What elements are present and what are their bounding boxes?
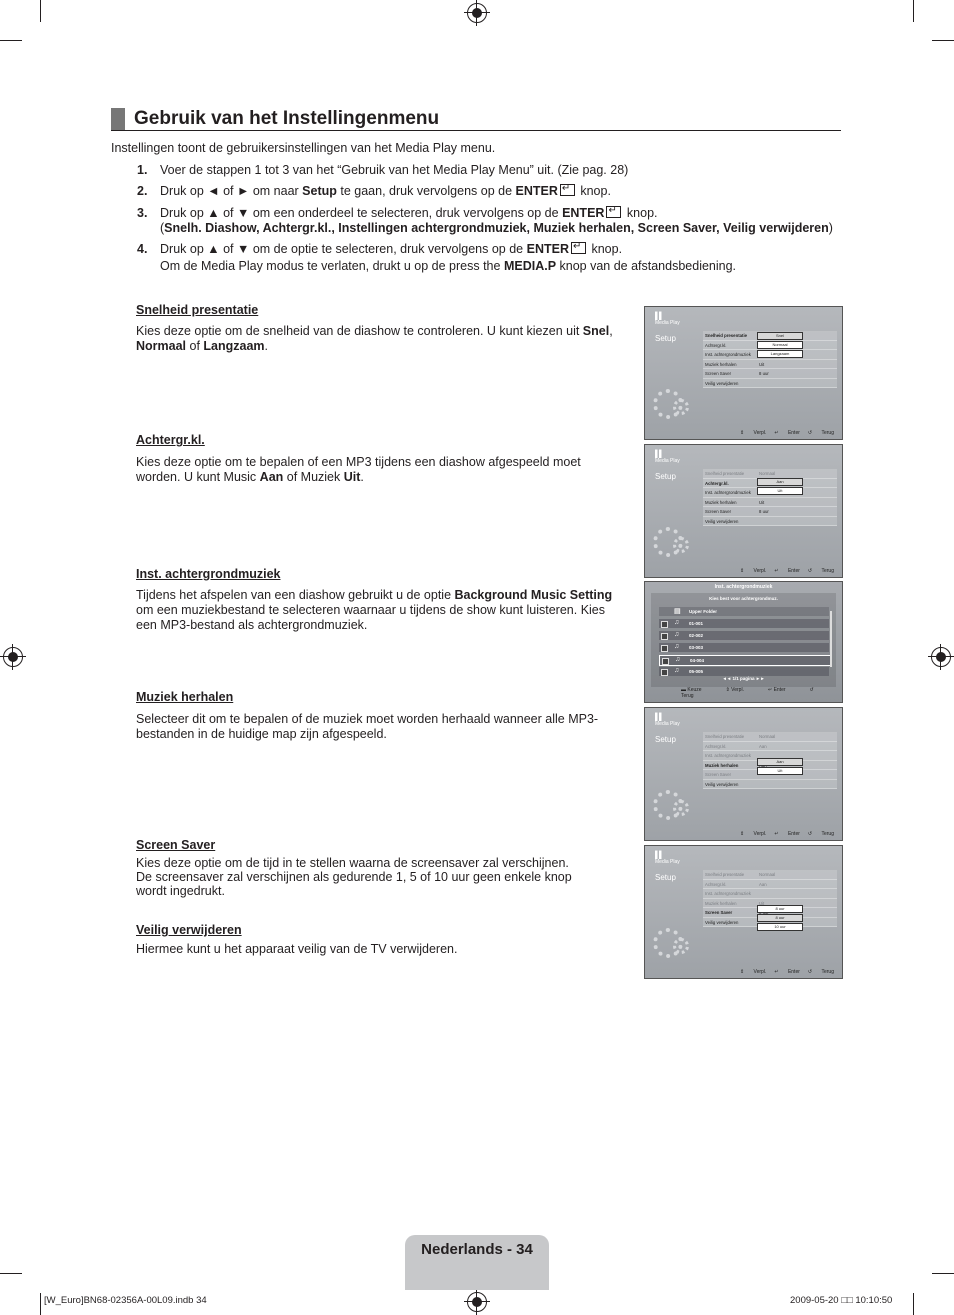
menu-row[interactable]: Snelheid presentatie Normaal [703, 469, 837, 479]
gear-icon [673, 800, 689, 816]
option-list [757, 905, 803, 932]
crop-mark [0, 1273, 22, 1274]
title-rule [111, 130, 841, 131]
music-item[interactable]: ♫ 02-002 [659, 631, 829, 640]
menu-row[interactable]: Snelheid presentatie Normaal [703, 732, 837, 742]
folder-icon: ▤ [674, 608, 681, 615]
menu-row[interactable]: Veilig verwijderen [703, 517, 837, 527]
music-note-icon: ♫ [674, 667, 680, 674]
section-text-achtergr: Kies deze optie om te bepalen of een MP3 tijdens een diashow afgespeeld moet worden. U kunt Music Aan of Muziek Uit. [136, 455, 581, 484]
menu-row[interactable]: Achtergr.kl. Aan [703, 742, 837, 752]
music-list-panel [651, 593, 836, 687]
tv-screen-achtergr [644, 444, 843, 578]
step-number: 2. [137, 184, 148, 198]
music-note-icon: ♫ [674, 631, 680, 638]
gear-icon [673, 399, 689, 415]
imprint-timestamp: 2009-05-20 □□ 10:10:50 [790, 1295, 893, 1306]
screen-footer: ⇕ Verpl. ↵ Enter ↺ Terug [739, 831, 834, 837]
step-text: Druk op ◄ of ► om naar Setup te gaan, druk vervolgens op de ENTER↵ knop. [160, 184, 860, 199]
setup-label: Setup [655, 334, 676, 343]
checkbox[interactable] [661, 669, 668, 676]
step-text: Voer de stappen 1 tot 3 van het “Gebruik van het Media Play Menu” uit. (Zie pag. 28) [160, 163, 629, 177]
option-item[interactable]: Snel [757, 332, 803, 340]
crop-mark [913, 0, 914, 22]
music-item[interactable]: ♫ 04-004 [659, 655, 831, 666]
step-number: 1. [137, 163, 148, 177]
menu-row[interactable]: Screen Saver 8 uur [703, 369, 837, 379]
section-heading-veilig: Veilig verwijderen [136, 923, 242, 937]
music-item[interactable]: ♫ 05-005 [659, 667, 829, 676]
step-number: 3. [137, 206, 148, 220]
crop-mark [0, 40, 22, 41]
menu-row[interactable]: Muziek herhalen Uit [703, 498, 837, 508]
tv-screen-snelheid [644, 306, 843, 440]
menu-row[interactable]: Snelheid presentatie [703, 331, 837, 341]
menu-row[interactable]: Inst. achtergrondmuziek [703, 488, 837, 498]
option-item[interactable]: 8 uur [757, 914, 803, 922]
option-item[interactable]: Aan [757, 478, 803, 486]
tv-screen-screensaver [644, 845, 843, 979]
menu-row[interactable]: Muziek herhalen [703, 761, 837, 771]
option-item[interactable]: Langzaam [757, 350, 803, 358]
menu-row[interactable]: Achtergr.kl. [703, 341, 837, 351]
option-list [757, 758, 803, 776]
registration-mark-icon [3, 647, 23, 667]
setup-label: Setup [655, 873, 676, 882]
media-play-logo: ▌▌ Media Play [655, 313, 680, 326]
screen-footer: ⇕ Verpl. ↵ Enter ↺ Terug [739, 568, 834, 574]
section-heading-snelheid: Snelheid presentatie [136, 303, 259, 317]
section-text-veilig: Hiermee kunt u het apparaat veilig van de TV verwijderen. [136, 942, 458, 956]
screen-footer: ▬ Keuze ⇕ Verpl. ↵ Enter ↺ Terug [681, 687, 814, 699]
enter-icon [606, 206, 621, 218]
section-heading-screensaver: Screen Saver [136, 838, 216, 852]
menu-row[interactable]: Veilig verwijderen [703, 379, 837, 389]
menu-row[interactable]: Veilig verwijderen [703, 780, 837, 790]
menu-row[interactable]: Veilig verwijderen [703, 918, 837, 928]
section-heading-achtergr: Achtergr.kl. [136, 433, 205, 447]
menu-row[interactable]: Screen Saver [703, 908, 837, 918]
checkbox[interactable] [661, 621, 668, 628]
music-item[interactable]: ♫ 01-001 [659, 619, 829, 628]
crop-mark [40, 0, 41, 22]
menu-row[interactable]: Muziek herhalen Uit [703, 360, 837, 370]
menu-row[interactable]: Achtergr.kl. [703, 479, 837, 489]
option-item[interactable]: Uit [757, 487, 803, 495]
screen-footer: ⇕ Verpl. ↵ Enter ↺ Terug [739, 969, 834, 975]
gear-icon [673, 537, 689, 553]
registration-mark-icon [931, 647, 951, 667]
option-item[interactable]: 8 uur [757, 905, 803, 913]
menu-row[interactable]: Screen Saver 8 uur [703, 507, 837, 517]
step-text: Druk op ▲ of ▼ om een onderdeel te selecteren, druk vervolgens op de ENTER↵ knop. (Snelh. Diashow, Achtergr.kl., Instellingen achtergrondmuziek, Muziek herhalen, Screen Saver, Veilig verwijderen) [160, 206, 860, 235]
option-item[interactable]: Normaal [757, 341, 803, 349]
title-bar-decoration [111, 108, 125, 131]
registration-mark-icon [467, 3, 487, 23]
option-list [757, 332, 803, 359]
tv-screen-muziek [644, 707, 843, 841]
music-screen-subtitle: Kies best voor achtergrondmuz. [709, 596, 778, 601]
crop-mark [932, 1273, 954, 1274]
gear-icon [673, 938, 689, 954]
registration-mark-icon [467, 1292, 487, 1312]
intro-text: Instellingen toont de gebruikersinstellingen van het Media Play menu. [111, 141, 496, 155]
enter-icon [571, 242, 586, 254]
option-item[interactable]: Uit [757, 767, 803, 775]
step-number: 4. [137, 242, 148, 256]
screen-footer: ⇕ Verpl. ↵ Enter ↺ Terug [739, 430, 834, 436]
setup-label: Setup [655, 735, 676, 744]
option-item[interactable]: 10 uur [757, 923, 803, 931]
option-item[interactable]: Aan [757, 758, 803, 766]
crop-mark [932, 40, 954, 41]
tv-screen-music-select [644, 581, 843, 703]
menu-row[interactable]: Inst. achtergrondmuziek [703, 350, 837, 360]
crop-mark [913, 1293, 914, 1315]
media-play-logo: ▌▌ Media Play [655, 451, 680, 464]
music-note-icon: ♫ [674, 619, 680, 626]
music-screen-header: Inst. achtergrondmuziek [714, 584, 773, 590]
menu-row[interactable]: Snelheid presentatie Normaal [703, 870, 837, 880]
checkbox[interactable] [661, 645, 668, 652]
media-play-logo: ▌▌ Media Play [655, 852, 680, 865]
enter-icon [560, 184, 575, 196]
page-number: Nederlands - 34 [421, 1241, 533, 1258]
menu-row[interactable]: Inst. achtergrondmuziek [703, 751, 837, 761]
checkbox[interactable] [662, 658, 669, 665]
menu-row[interactable]: Screen Saver [703, 770, 837, 780]
page-title: Gebruik van het Instellingenmenu [134, 108, 440, 129]
menu-row[interactable]: Muziek herhalen Uit [703, 899, 837, 909]
imprint-file: [W_Euro]BN68-02356A-00L09.indb 34 [44, 1295, 207, 1306]
crop-mark [40, 1293, 41, 1315]
section-heading-muziek: Muziek herhalen [136, 690, 234, 704]
scrollbar[interactable] [830, 611, 832, 667]
menu-row[interactable]: Achtergr.kl. Aan [703, 880, 837, 890]
music-note-icon: ♫ [675, 656, 681, 663]
section-text-inst: Tijdens het afspelen van een diashow gebruikt u de optie Background Music Setting om een muziekbestand te selecteren waarnaar u tijdens de show kunt luisteren. Kies een MP3-bestand als achtergrondmuziek. [136, 588, 613, 632]
folder-item[interactable]: ▤ Upper Folder [659, 607, 829, 616]
page-indicator: ◄◄ 1/1 pagina ►► [722, 676, 765, 681]
section-text-snelheid: Kies deze optie om de snelheid van de diashow te controleren. U kunt kiezen uit Snel, Normaal of Langzaam. [136, 324, 613, 353]
step-text: Druk op ▲ of ▼ om de optie te selecteren, druk vervolgens op de ENTER↵ knop. Om de Media Play modus te verlaten, drukt u op de press the MEDIA.P knop van de afstandsbediening. [160, 242, 860, 275]
checkbox[interactable] [661, 633, 668, 640]
setup-label: Setup [655, 472, 676, 481]
media-play-logo: ▌▌ Media Play [655, 714, 680, 727]
section-text-muziek: Selecteer dit om te bepalen of de muziek moet worden herhaald wanneer alle MP3-bestanden in de huidige map zijn afgespeeld. [136, 712, 599, 741]
music-item[interactable]: ♫ 03-003 [659, 643, 829, 652]
menu-row[interactable]: Inst. achtergrondmuziek [703, 889, 837, 899]
section-heading-inst: Inst. achtergrondmuziek [136, 567, 281, 581]
music-note-icon: ♫ [674, 643, 680, 650]
section-text-screensaver: Kies deze optie om de tijd in te stellen waarna de screensaver zal verschijnen. De screensaver zal verschijnen als gedurende 1, 5 of 10 uur geen enkele knop wordt ingedrukt. [136, 856, 572, 898]
option-list [757, 478, 803, 496]
